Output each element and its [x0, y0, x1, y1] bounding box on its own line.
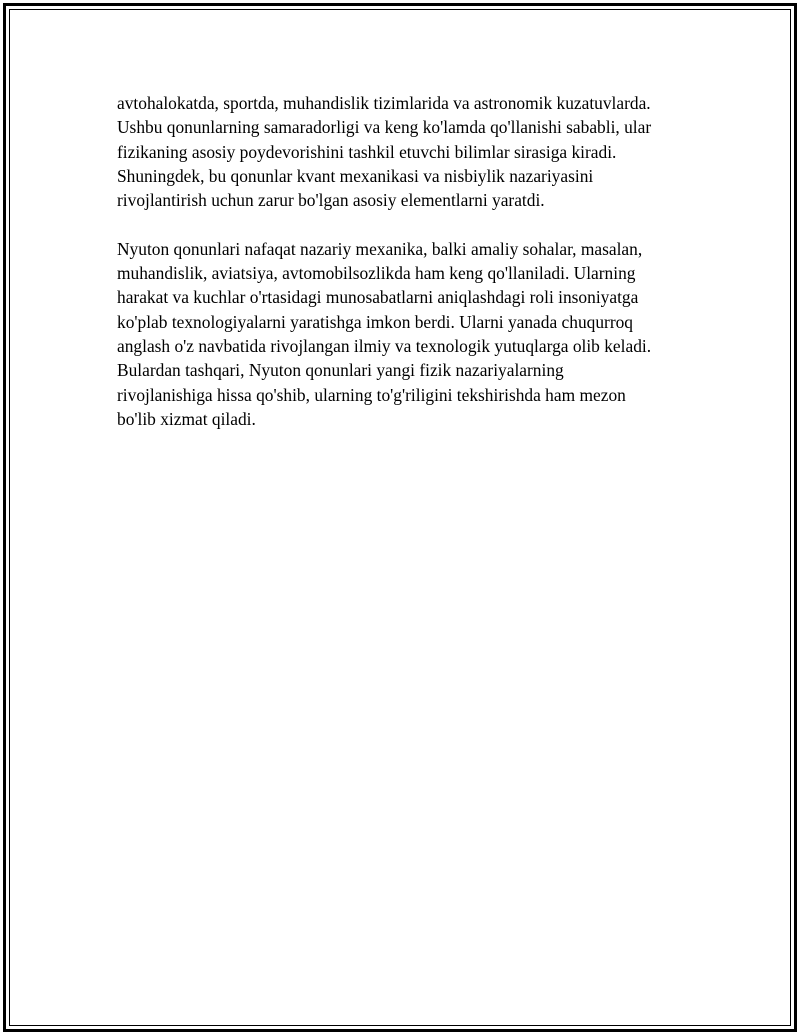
text-line: fizikaning asosiy poydevorishini tashkil etuvchi bilimlar sirasiga kiradi. [117, 141, 617, 162]
paragraph-1 [117, 91, 697, 212]
text-line: rivojlantirish uchun zarur bo'lgan asosiy elementlarni yaratdi. [117, 190, 545, 211]
document-body [117, 91, 697, 431]
text-line: Shuningdek, bu qonunlar kvant mexanikasi va nisbiylik nazariyasini [117, 165, 594, 186]
text-line: avtohalokatda, sportda, muhandislik tizimlarida va astronomik kuzatuvlarda. [117, 93, 651, 113]
text-line: Nyuton qonunlari nafaqat nazariy mexanika, balki amaliy sohalar, masalan, [117, 238, 643, 259]
text-line: Bulardan tashqari, Nyuton qonunlari yangi fizik nazariyalarning [117, 360, 564, 381]
paragraph-2 [117, 237, 697, 431]
text-line: rivojlanishiga hissa qo'shib, ularning to'g'riligini tekshirishda ham mezon [117, 384, 626, 405]
text-line: ko'plab texnologiyalarni yaratishga imkon berdi. Ularni yanada chuqurroq [117, 311, 634, 332]
text-line: harakat va kuchlar o'rtasidagi munosabatlarni aniqlashdagi roli insoniyatga [117, 287, 639, 308]
text-line: Ushbu qonunlarning samaradorligi va keng ko'lamda qo'llanishi sababli, ular [117, 117, 652, 138]
text-line: bo'lib xizmat qiladi. [117, 408, 256, 429]
text-line: anglash o'z navbatida rivojlangan ilmiy va texnologik yutuqlarga olib keladi. [117, 335, 652, 356]
text-line: muhandislik, aviatsiya, avtomobilsozlikda ham keng qo'llaniladi. Ularning [117, 263, 636, 284]
